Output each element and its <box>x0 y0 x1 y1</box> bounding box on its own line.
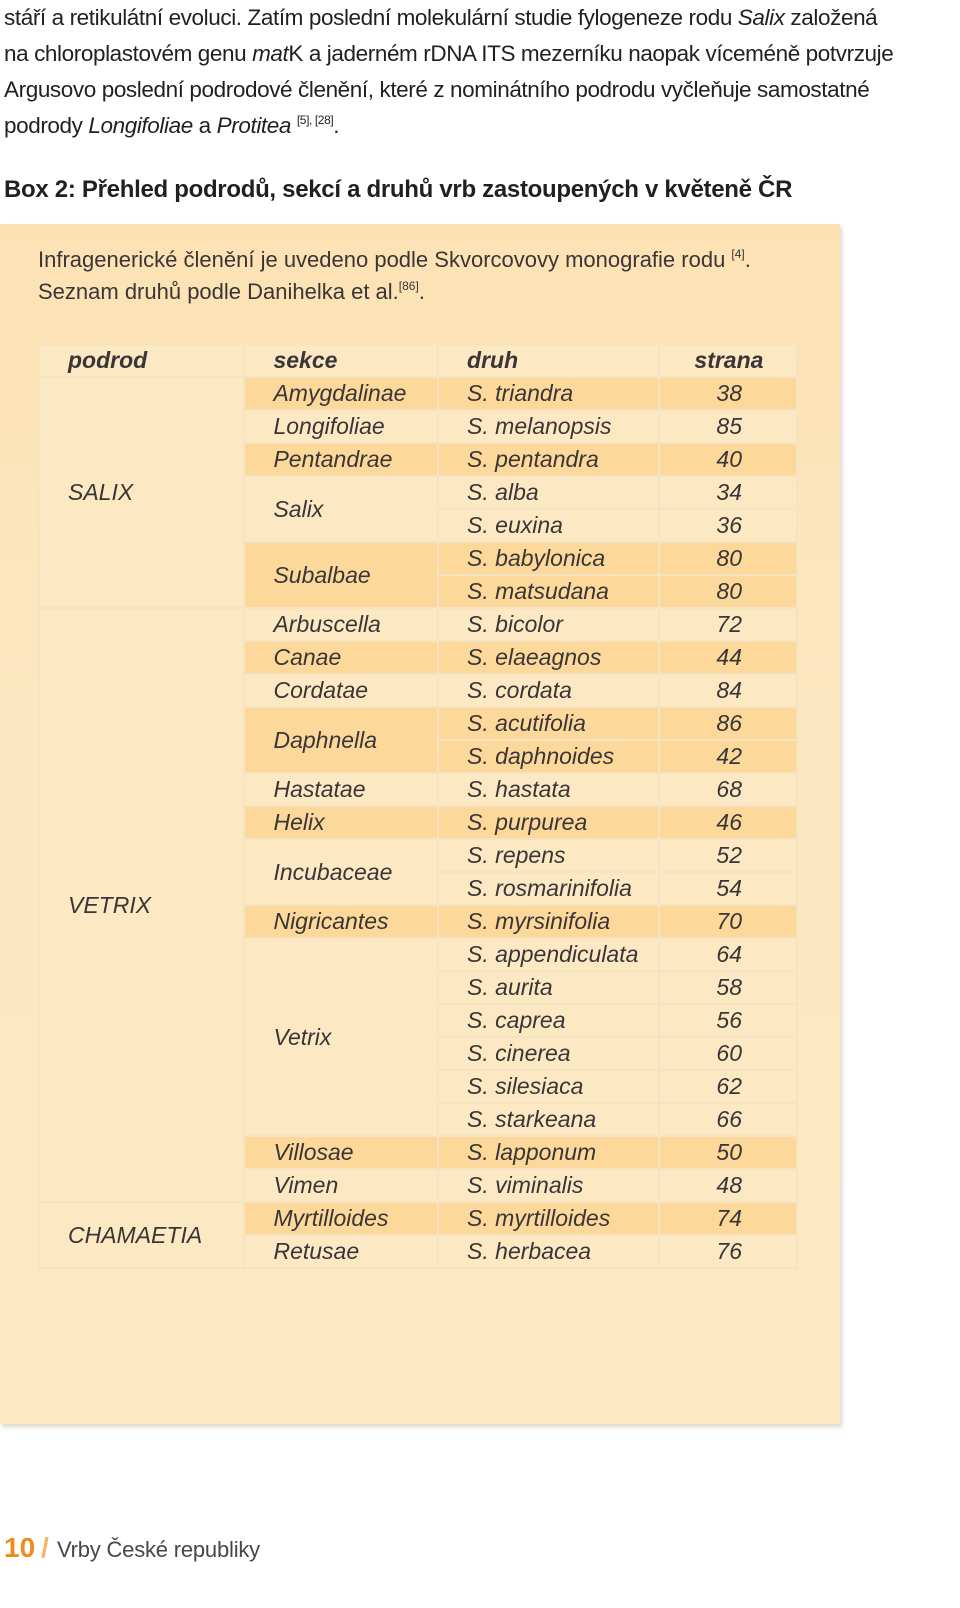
strana-cell: 44 <box>659 641 797 674</box>
druh-cell: S. myrtilloides <box>438 1202 659 1235</box>
strana-cell: 52 <box>659 839 797 872</box>
intro-text: K a jaderném rDNA ITS mezerníku naopak víceméně potvrzuje <box>288 41 894 66</box>
intro-text: Argusovo poslední podrodové členění, které z nominátního podrodu vyčleňuje samostatné <box>4 77 870 102</box>
sekce-cell: Arbuscella <box>244 608 438 641</box>
column-header-druh: druh <box>438 344 659 377</box>
sekce-cell: Daphnella <box>244 707 438 773</box>
table-row <box>39 1202 797 1235</box>
sekce-cell: Myrtilloides <box>244 1202 438 1235</box>
strana-cell: 42 <box>659 740 797 773</box>
sekce-cell: Cordatae <box>244 674 438 707</box>
druh-cell: S. silesiaca <box>438 1070 659 1103</box>
table-row <box>39 608 797 641</box>
sekce-cell: Villosae <box>244 1136 438 1169</box>
strana-cell: 76 <box>659 1235 797 1268</box>
druh-cell: S. daphnoides <box>438 740 659 773</box>
strana-cell: 66 <box>659 1103 797 1136</box>
intro-genus-name: Salix <box>737 5 785 30</box>
strana-cell: 70 <box>659 905 797 938</box>
druh-cell: S. triandra <box>438 377 659 410</box>
druh-cell: S. rosmarinifolia <box>438 872 659 905</box>
sekce-cell: Hastatae <box>244 773 438 806</box>
druh-cell: S. viminalis <box>438 1169 659 1202</box>
druh-cell: S. acutifolia <box>438 707 659 740</box>
sekce-cell: Vetrix <box>244 938 438 1136</box>
druh-cell: S. purpurea <box>438 806 659 839</box>
druh-cell: S. hastata <box>438 773 659 806</box>
strana-cell: 74 <box>659 1202 797 1235</box>
druh-cell: S. bicolor <box>438 608 659 641</box>
druh-cell: S. cordata <box>438 674 659 707</box>
podrod-cell: VETRIX <box>39 608 244 1202</box>
willow-taxonomy-table <box>38 343 798 1269</box>
druh-cell: S. myrsinifolia <box>438 905 659 938</box>
strana-cell: 84 <box>659 674 797 707</box>
box-heading <box>4 172 792 208</box>
book-title: Vrby České republiky <box>56 1537 260 1562</box>
druh-cell: S. starkeana <box>438 1103 659 1136</box>
intro-text: a <box>192 113 217 138</box>
druh-cell: S. melanopsis <box>438 410 659 443</box>
note-text: . <box>744 247 751 272</box>
druh-cell: S. euxina <box>438 509 659 542</box>
strana-cell: 36 <box>659 509 797 542</box>
sekce-cell: Vimen <box>244 1169 438 1202</box>
page-footer <box>4 1532 260 1572</box>
strana-cell: 56 <box>659 1004 797 1037</box>
strana-cell: 72 <box>659 608 797 641</box>
strana-cell: 80 <box>659 575 797 608</box>
sekce-cell: Amygdalinae <box>244 377 438 410</box>
druh-cell: S. herbacea <box>438 1235 659 1268</box>
intro-paragraph <box>4 0 956 144</box>
footer-separator: / <box>41 1532 49 1563</box>
sekce-cell: Retusae <box>244 1235 438 1268</box>
strana-cell: 58 <box>659 971 797 1004</box>
strana-cell: 64 <box>659 938 797 971</box>
strana-cell: 85 <box>659 410 797 443</box>
strana-cell: 54 <box>659 872 797 905</box>
intro-text: na chloroplastovém genu <box>4 41 253 66</box>
druh-cell: S. cinerea <box>438 1037 659 1070</box>
box-note <box>38 244 818 308</box>
column-header-strana: strana <box>659 344 797 377</box>
sekce-cell: Helix <box>244 806 438 839</box>
citation-ref: [5], [28] <box>296 113 334 127</box>
druh-cell: S. elaeagnos <box>438 641 659 674</box>
note-text: Seznam druhů podle Danihelka et al. <box>38 279 399 304</box>
intro-gene-name: mat <box>252 41 289 66</box>
strana-cell: 86 <box>659 707 797 740</box>
note-text: Infragenerické členění je uvedeno podle Skvorcovovy monografie rodu <box>38 247 732 272</box>
citation-ref: [4] <box>731 247 745 261</box>
druh-cell: S. babylonica <box>438 542 659 575</box>
sekce-cell: Salix <box>244 476 438 542</box>
strana-cell: 68 <box>659 773 797 806</box>
druh-cell: S. appendiculata <box>438 938 659 971</box>
sekce-cell: Subalbae <box>244 542 438 608</box>
intro-text: stáří a retikulátní evoluci. Zatím poslední molekulární studie fylogeneze rodu <box>4 5 738 30</box>
sekce-cell: Pentandrae <box>244 443 438 476</box>
sekce-cell: Longifoliae <box>244 410 438 443</box>
sekce-cell: Canae <box>244 641 438 674</box>
druh-cell: S. matsudana <box>438 575 659 608</box>
sekce-cell: Nigricantes <box>244 905 438 938</box>
druh-cell: S. caprea <box>438 1004 659 1037</box>
strana-cell: 40 <box>659 443 797 476</box>
druh-cell: S. repens <box>438 839 659 872</box>
page-number: 10 <box>4 1532 36 1563</box>
citation-ref: [86] <box>398 279 419 293</box>
strana-cell: 38 <box>659 377 797 410</box>
sekce-cell: Incubaceae <box>244 839 438 905</box>
intro-subgenus-name: Protitea <box>216 113 291 138</box>
strana-cell: 34 <box>659 476 797 509</box>
podrod-cell: CHAMAETIA <box>39 1202 244 1268</box>
druh-cell: S. pentandra <box>438 443 659 476</box>
intro-text: . <box>333 113 340 138</box>
table-header-row <box>39 344 797 377</box>
box-label: Box 2: <box>4 176 76 203</box>
column-header-podrod: podrod <box>39 344 244 377</box>
druh-cell: S. alba <box>438 476 659 509</box>
strana-cell: 80 <box>659 542 797 575</box>
note-text: . <box>418 279 425 304</box>
intro-subgenus-name: Longifoliae <box>88 113 193 138</box>
strana-cell: 50 <box>659 1136 797 1169</box>
druh-cell: S. lapponum <box>438 1136 659 1169</box>
strana-cell: 60 <box>659 1037 797 1070</box>
strana-cell: 46 <box>659 806 797 839</box>
column-header-sekce: sekce <box>244 344 438 377</box>
strana-cell: 48 <box>659 1169 797 1202</box>
druh-cell: S. aurita <box>438 971 659 1004</box>
strana-cell: 62 <box>659 1070 797 1103</box>
intro-text: založená <box>784 5 878 30</box>
podrod-cell: SALIX <box>39 377 244 608</box>
intro-text: podrody <box>4 113 89 138</box>
table-row <box>39 377 797 410</box>
box-title-text: Přehled podrodů, sekcí a druhů vrb zastoupených v květeně ČR <box>75 176 793 203</box>
